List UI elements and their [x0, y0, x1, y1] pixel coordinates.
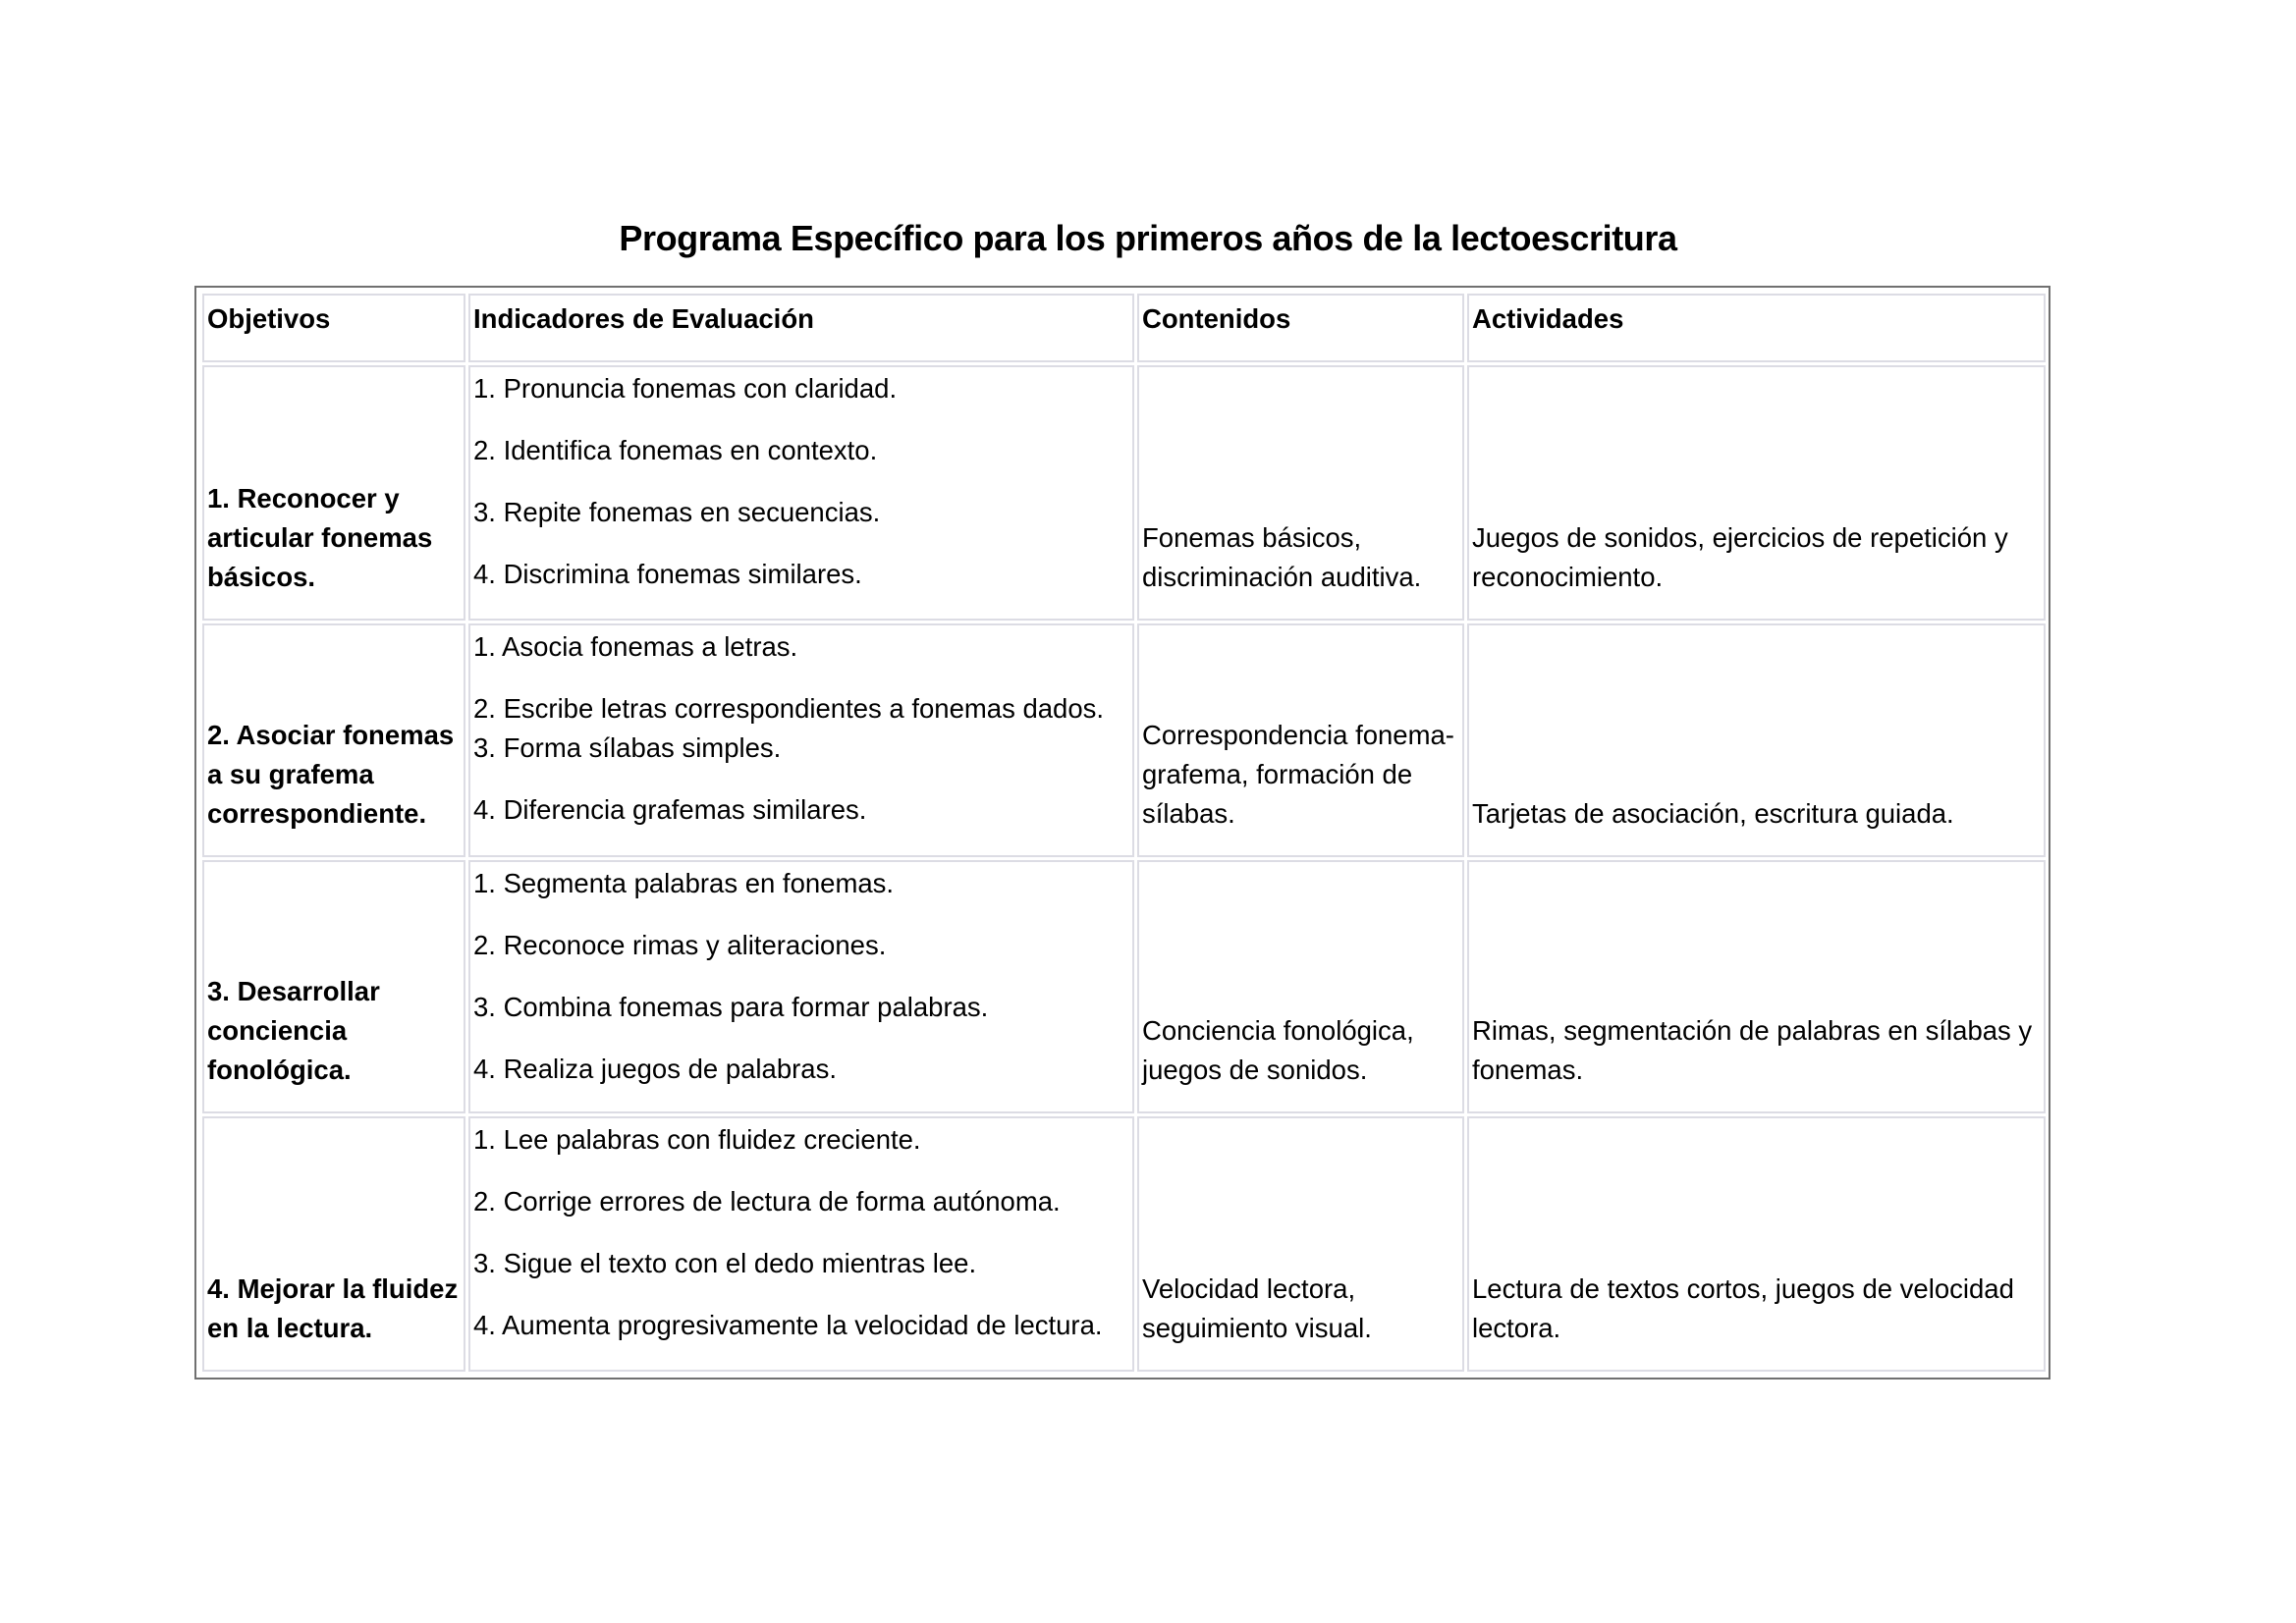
header-activities: Actividades: [1467, 294, 2046, 362]
indicator-item: 3. Combina fonemas para formar palabras.: [473, 991, 989, 1022]
activities-cell: Rimas, segmentación de palabras en sílabas y fonemas.: [1467, 860, 2046, 1113]
table-row: [202, 860, 2046, 1113]
indicator-item: 3. Forma sílabas simples.: [473, 731, 782, 763]
contents-cell: Fonemas básicos, discriminación auditiva.: [1137, 365, 1464, 620]
indicator-item: 1. Pronuncia fonemas con claridad.: [473, 373, 898, 405]
activities-cell: Tarjetas de asociación, escritura guiada.: [1467, 623, 2046, 857]
header-objectives: Objetivos: [202, 294, 465, 362]
indicator-item: 3. Repite fonemas en secuencias.: [473, 497, 881, 528]
indicator-item: 2. Reconoce rimas y aliteraciones.: [473, 929, 887, 960]
header-indicators: Indicadores de Evaluación: [468, 294, 1134, 362]
contents-cell: Conciencia fonológica, juegos de sonidos.: [1137, 860, 1464, 1113]
indicator-item: 4. Discrimina fonemas similares.: [473, 559, 862, 590]
table-row: [202, 623, 2046, 857]
indicators-cell: [468, 1116, 1134, 1372]
indicator-item: 1. Asocia fonemas a letras.: [473, 630, 798, 662]
page-title: Programa Específico para los primeros años de la lectoescritura: [619, 218, 1677, 258]
table-row: [202, 365, 2046, 620]
indicator-item: 4. Diferencia grafemas similares.: [473, 793, 867, 825]
indicators-cell: [468, 860, 1134, 1113]
header-contents: Contenidos: [1137, 294, 1464, 362]
indicator-item: 1. Segmenta palabras en fonemas.: [473, 867, 895, 898]
activities-cell: Juegos de sonidos, ejercicios de repetición y reconocimiento.: [1467, 365, 2046, 620]
indicator-item: 3. Sigue el texto con el dedo mientras lee.: [473, 1247, 977, 1278]
contents-cell: Correspondencia fonema-grafema, formación de sílabas.: [1137, 623, 1464, 857]
program-table-frame: [194, 286, 2050, 1380]
indicator-item: 1. Lee palabras con fluidez creciente.: [473, 1123, 921, 1155]
indicator-item: 2. Identifica fonemas en contexto.: [473, 435, 878, 466]
indicator-item: 4. Realiza juegos de palabras.: [473, 1053, 837, 1084]
objective-cell: 2. Asociar fonemas a su grafema correspondiente.: [202, 623, 465, 857]
program-table: [199, 291, 2049, 1375]
indicators-cell: [468, 623, 1134, 857]
objective-cell: 4. Mejorar la fluidez en la lectura.: [202, 1116, 465, 1372]
indicator-item: 2. Corrige errores de lectura de forma autónoma.: [473, 1185, 1061, 1217]
indicators-cell: [468, 365, 1134, 620]
objective-cell: 3. Desarrollar conciencia fonológica.: [202, 860, 465, 1113]
activities-cell: Lectura de textos cortos, juegos de velocidad lectora.: [1467, 1116, 2046, 1372]
objective-cell: 1. Reconocer y articular fonemas básicos.: [202, 365, 465, 620]
table-header-row: [202, 294, 2046, 362]
table-row: [202, 1116, 2046, 1372]
contents-cell: Velocidad lectora, seguimiento visual.: [1137, 1116, 1464, 1372]
indicator-item: 4. Aumenta progresivamente la velocidad de lectura.: [473, 1309, 1103, 1340]
indicator-item: 2. Escribe letras correspondientes a fonemas dados.: [473, 692, 1105, 724]
